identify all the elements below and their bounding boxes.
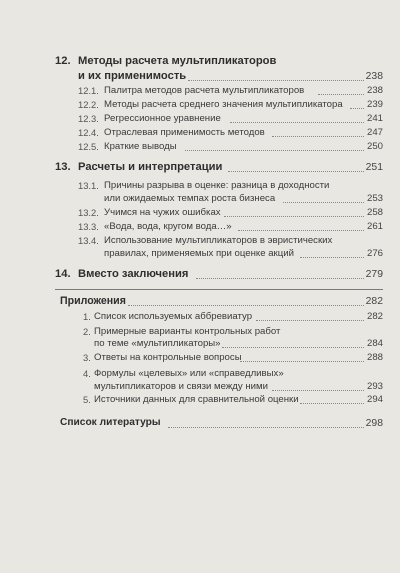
- entry-number: 13.4.: [78, 235, 99, 246]
- toc-entry-continued: [0, 248, 400, 264]
- entry-title: Использование мультипликаторов в эвристических: [104, 235, 333, 246]
- chapter-title: Расчеты и интерпретации: [78, 161, 223, 173]
- entry-title: Формулы «целевых» или «справедливых»: [94, 368, 284, 379]
- chapter-12-heading-line2: [0, 70, 400, 86]
- dot-leader: [168, 427, 364, 428]
- entry-number: 13.1.: [78, 180, 99, 191]
- page-number: 279: [365, 269, 383, 280]
- page-number: 238: [365, 71, 383, 82]
- chapter-number: 12.: [55, 55, 71, 67]
- dot-leader: [128, 305, 364, 306]
- page-number: 253: [366, 193, 383, 204]
- dot-leader: [238, 230, 364, 231]
- page-number: 258: [366, 207, 383, 218]
- entry-title: Учимся на чужих ошибках: [104, 207, 221, 218]
- page-number: 238: [366, 85, 383, 96]
- chapter-title-continued: и их применимость: [78, 70, 187, 82]
- dot-leader: [240, 361, 364, 362]
- entry-title: Регрессионное уравнение: [104, 113, 221, 124]
- appendix-title: Приложения: [60, 295, 126, 307]
- entry-number: 5.: [83, 394, 91, 405]
- dot-leader: [272, 136, 364, 137]
- entry-title: Источники данных для сравнительной оценки: [94, 394, 299, 405]
- dot-leader: [283, 202, 364, 203]
- dot-leader: [300, 403, 364, 404]
- page-number: 294: [366, 394, 383, 405]
- dot-leader: [222, 347, 364, 348]
- dot-leader: [272, 390, 364, 391]
- entry-number: 13.3.: [78, 221, 99, 232]
- chapter-number: 13.: [55, 161, 71, 173]
- chapter-14-heading: [0, 268, 400, 284]
- dot-leader: [196, 278, 364, 279]
- entry-title: Краткие выводы: [104, 141, 177, 152]
- entry-title-continued: или ожидаемых темпах роста бизнеса: [104, 193, 276, 204]
- entry-number: 2.: [83, 326, 91, 337]
- entry-number: 1.: [83, 311, 91, 322]
- dot-leader: [224, 216, 364, 217]
- toc-entry: [0, 352, 400, 368]
- dot-leader: [256, 320, 364, 321]
- dot-leader: [350, 108, 364, 109]
- page-number: 261: [366, 221, 383, 232]
- entry-title: Отраслевая применимость методов: [104, 127, 265, 138]
- dot-leader: [185, 150, 364, 151]
- toc-entry: [0, 141, 400, 157]
- chapter-title: Методы расчета мультипликаторов: [78, 55, 277, 67]
- entry-title: Палитра методов расчета мультипликаторов: [104, 85, 305, 96]
- entry-title-continued: мультипликаторов и связи между ними: [94, 381, 268, 392]
- entry-number: 13.2.: [78, 207, 99, 218]
- page-number: 239: [366, 99, 383, 110]
- references-heading: [0, 417, 400, 433]
- chapter-12-heading: [0, 55, 400, 71]
- entry-number: 12.1.: [78, 85, 99, 96]
- appendix-heading: [0, 295, 400, 311]
- dot-leader: [230, 122, 364, 123]
- dot-leader: [188, 80, 364, 81]
- section-divider: [55, 289, 383, 290]
- chapter-number: 14.: [55, 268, 71, 280]
- entry-title: Ответы на контрольные вопросы: [94, 352, 242, 363]
- entry-number: 12.4.: [78, 127, 99, 138]
- entry-title-continued: по теме «мультипликаторы»: [94, 338, 221, 349]
- page-number: 276: [366, 248, 383, 259]
- entry-number: 12.2.: [78, 99, 99, 110]
- page-number: 298: [365, 418, 383, 429]
- page-number: 284: [366, 338, 383, 349]
- entry-number: 4.: [83, 368, 91, 379]
- entry-title: Список используемых аббревиатур: [94, 311, 253, 322]
- entry-title: Примерные варианты контрольных работ: [94, 326, 281, 337]
- page-number: 251: [365, 162, 383, 173]
- entry-title: Причины разрыва в оценке: разница в доходности: [104, 180, 330, 191]
- references-title: Список литературы: [60, 417, 161, 428]
- entry-title: «Вода, вода, кругом вода…»: [104, 221, 232, 232]
- entry-title: Методы расчета среднего значения мультипликатора: [104, 99, 343, 110]
- dot-leader: [228, 171, 364, 172]
- chapter-title: Вместо заключения: [78, 268, 189, 280]
- page-number: 247: [366, 127, 383, 138]
- entry-number: 3.: [83, 352, 91, 363]
- dot-leader: [318, 94, 364, 95]
- page-number: 250: [366, 141, 383, 152]
- dot-leader: [300, 257, 364, 258]
- page-number: 288: [366, 352, 383, 363]
- chapter-13-heading: [0, 161, 400, 177]
- entry-number: 12.3.: [78, 113, 99, 124]
- page-number: 241: [366, 113, 383, 124]
- page-number: 282: [366, 311, 383, 322]
- page-number: 282: [365, 296, 383, 307]
- entry-number: 12.5.: [78, 141, 99, 152]
- entry-title-continued: правилах, применяемых при оценке акций: [104, 248, 294, 259]
- toc-entry: [0, 394, 400, 410]
- toc-entry: [0, 311, 400, 327]
- page-number: 293: [366, 381, 383, 392]
